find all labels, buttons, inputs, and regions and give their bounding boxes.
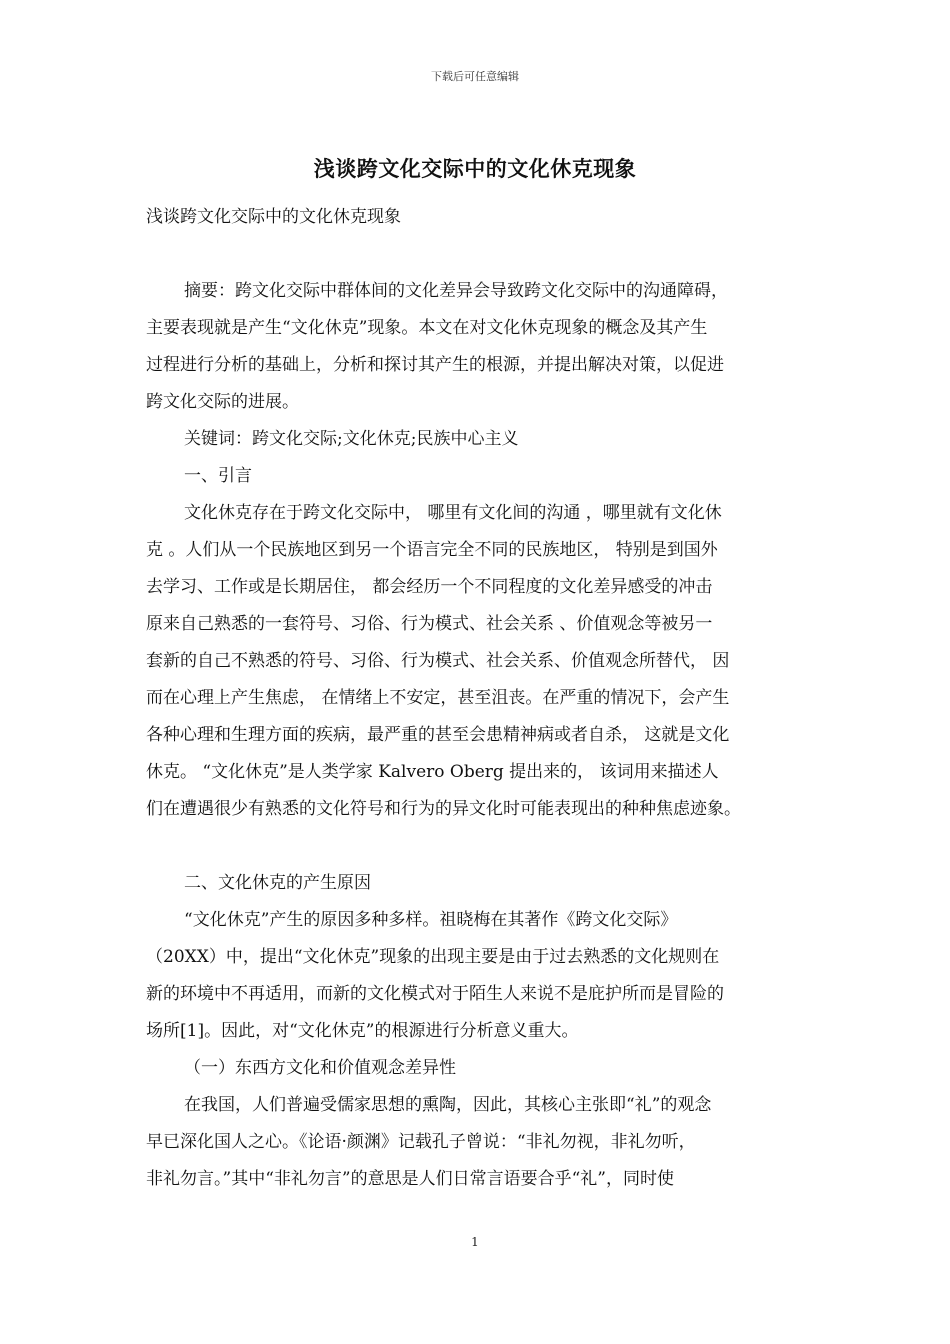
paragraph-gap — [146, 828, 814, 865]
abstract-line: 主要表现就是产生“文化休克”现象。本文在对文化休克现象的概念及其产生 — [146, 318, 708, 338]
section-heading-causes: 二、文化休克的产生原因 — [184, 873, 371, 893]
abstract-line: 过程进行分析的基础上，分析和探讨其产生的根源，并提出解决对策，以促进 — [146, 355, 724, 375]
intro-line: 休克。 “文化休克”是人类学家 Kalvero Oberg 提出来的， 该词用来描述人 — [146, 762, 719, 782]
causes-line: （20XX）中，提出“文化休克”现象的出现主要是由于过去熟悉的文化规则在 — [146, 947, 720, 967]
abstract-line: 摘要：跨文化交际中群体间的文化差异会导致跨文化交际中的沟通障碍， — [184, 281, 728, 301]
page-number: 1 — [471, 1235, 479, 1249]
intro-line: 们在遭遇很少有熟悉的文化符号和行为的异文化时可能表现出的种种焦虑迹象。 — [146, 799, 741, 819]
intro-line: 各种心理和生理方面的疾病，最严重的甚至会患精神病或者自杀， 这就是文化 — [146, 725, 730, 745]
subsection-heading-values: （一）东西方文化和价值观念差异性 — [184, 1058, 456, 1078]
intro-line: 套新的自己不熟悉的符号、习俗、行为模式、社会关系、价值观念所替代， 因 — [146, 651, 730, 671]
confucian-line: 非礼勿言。”其中“非礼勿言”的意思是人们日常言语要合乎“礼”，同时使 — [146, 1169, 674, 1189]
intro-line: 去学习、工作或是长期居住， 都会经历一个不同程度的文化差异感受的冲击 — [146, 577, 713, 597]
confucian-line: 早已深化国人之心。《论语·颜渊》记载孔子曾说：“非礼勿视，非礼勿听， — [146, 1132, 696, 1152]
document-title: 浅谈跨文化交际中的文化休克现象 — [313, 157, 637, 181]
section-heading-introduction: 一、引言 — [184, 466, 252, 486]
header-note: 下载后可任意编辑 — [431, 70, 519, 83]
causes-line: “文化休克”产生的原因多种多样。祖晓梅在其著作《跨文化交际》 — [184, 910, 678, 930]
intro-line: 而在心理上产生焦虑， 在情绪上不安定，甚至沮丧。在严重的情况下，会产生 — [146, 688, 730, 708]
intro-line: 克 。人们从一个民族地区到另一个语言完全不同的民族地区， 特别是到国外 — [146, 540, 718, 560]
keywords-line: 关键词：跨文化交际;文化休克;民族中心主义 — [184, 429, 519, 449]
paragraph-gap — [146, 236, 814, 273]
document-body — [146, 199, 814, 1198]
causes-line: 场所[1]。因此，对“文化休克”的根源进行分析意义重大。 — [146, 1021, 579, 1041]
intro-line: 原来自己熟悉的一套符号、习俗、行为模式、社会关系 、价值观念等被另一 — [146, 614, 713, 634]
causes-line: 新的环境中不再适用，而新的文化模式对于陌生人来说不是庇护所而是冒险的 — [146, 984, 724, 1004]
abstract-line: 跨文化交际的进展。 — [146, 392, 299, 412]
subtitle-line: 浅谈跨文化交际中的文化休克现象 — [146, 207, 401, 227]
intro-line: 文化休克存在于跨文化交际中， 哪里有文化间的沟通 ，哪里就有文化休 — [184, 503, 722, 523]
confucian-line: 在我国，人们普遍受儒家思想的熏陶，因此，其核心主张即“礼”的观念 — [184, 1095, 712, 1115]
